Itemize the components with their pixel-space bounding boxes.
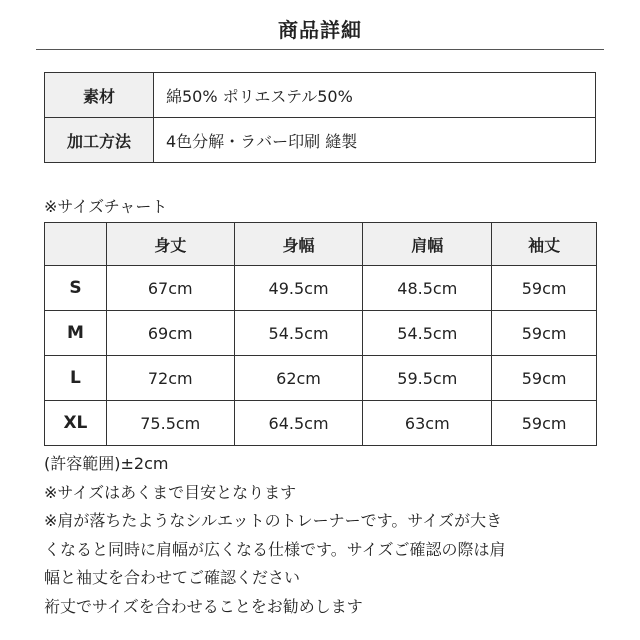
table-cell: 54.5cm xyxy=(363,311,492,356)
size-chart-caption: ※サイズチャート xyxy=(44,197,168,216)
size-label: L xyxy=(45,356,107,401)
note-silhouette-line: ※肩が落ちたようなシルエットのトレーナーです。サイズが大き xyxy=(44,511,503,531)
table-row xyxy=(45,266,597,311)
spec-value: 4色分解・ラバー印刷 縫製 xyxy=(154,118,596,163)
note-silhouette-line: 幅と袖丈を合わせてご確認ください xyxy=(44,568,301,588)
size-label: S xyxy=(45,266,107,311)
page-title: 商品詳細 xyxy=(278,18,362,42)
header-cell-body-width: 身幅 xyxy=(234,223,363,266)
table-cell: 48.5cm xyxy=(363,266,492,311)
size-label: XL xyxy=(45,401,107,446)
table-cell: 64.5cm xyxy=(234,401,363,446)
spec-table xyxy=(44,72,596,163)
spec-label: 加工方法 xyxy=(45,118,154,163)
header-cell-sleeve-length: 袖丈 xyxy=(492,223,597,266)
table-cell: 59cm xyxy=(492,401,597,446)
spec-label: 素材 xyxy=(45,73,154,118)
table-cell: 49.5cm xyxy=(234,266,363,311)
header-cell-shoulder-width: 肩幅 xyxy=(363,223,492,266)
size-chart-header-row xyxy=(45,223,597,266)
size-chart-table xyxy=(44,222,597,446)
table-cell: 69cm xyxy=(106,311,234,356)
table-cell: 72cm xyxy=(106,356,234,401)
header-cell-empty xyxy=(45,223,107,266)
table-cell: 59cm xyxy=(492,311,597,356)
table-cell: 59.5cm xyxy=(363,356,492,401)
note-silhouette-line: くなると同時に肩幅が広くなる仕様です。サイズご確認の際は肩 xyxy=(44,539,506,559)
table-row xyxy=(45,401,597,446)
table-cell: 75.5cm xyxy=(106,401,234,446)
spec-row-material xyxy=(45,73,596,118)
title-divider xyxy=(36,49,604,50)
header-cell-body-length: 身丈 xyxy=(106,223,234,266)
note-guideline: ※サイズはあくまで目安となります xyxy=(44,482,297,502)
table-cell: 54.5cm xyxy=(234,311,363,356)
spec-value: 綿50% ポリエステル50% xyxy=(154,73,596,118)
notes-block xyxy=(44,450,604,622)
table-row xyxy=(45,311,597,356)
size-label: M xyxy=(45,311,107,356)
table-cell: 62cm xyxy=(234,356,363,401)
spec-row-process xyxy=(45,118,596,163)
table-cell: 63cm xyxy=(363,401,492,446)
note-tolerance: (許容範囲)±2cm xyxy=(44,454,169,473)
table-row xyxy=(45,356,597,401)
table-cell: 59cm xyxy=(492,356,597,401)
note-recommendation: 裄丈でサイズを合わせることをお勧めします xyxy=(44,596,363,616)
table-cell: 67cm xyxy=(106,266,234,311)
table-cell: 59cm xyxy=(492,266,597,311)
